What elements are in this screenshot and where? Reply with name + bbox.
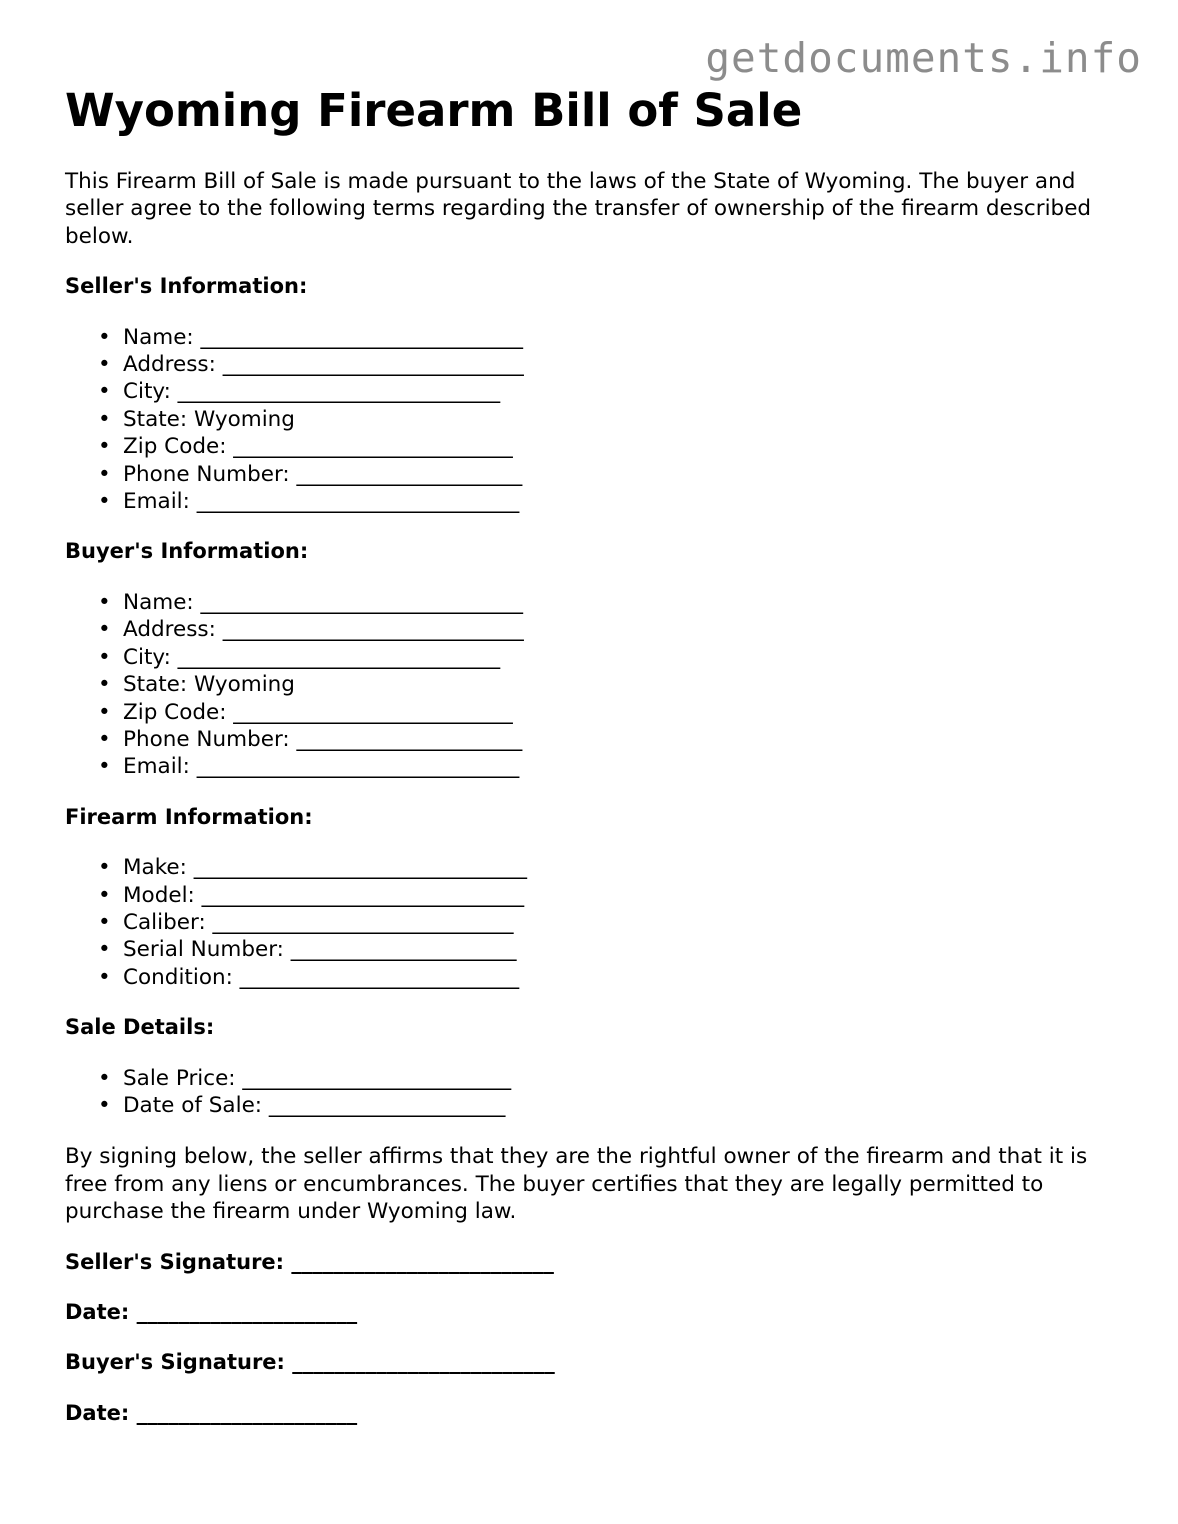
bullet-icon: •	[98, 324, 111, 350]
seller-fields-list	[65, 324, 1125, 516]
firearm-fields-list	[65, 854, 1125, 991]
list-item	[65, 644, 1125, 671]
bullet-icon: •	[98, 1092, 111, 1118]
document-page	[65, 84, 1125, 1427]
buyer-email-field[interactable]: Email: ______________________________	[123, 754, 520, 780]
buyer-address-field[interactable]: Address: ____________________________	[123, 617, 524, 643]
bullet-icon: •	[98, 1065, 111, 1091]
bullet-icon: •	[98, 855, 111, 881]
bullet-icon: •	[98, 379, 111, 405]
list-item	[65, 461, 1125, 488]
buyer-phone-field[interactable]: Phone Number: _____________________	[123, 726, 523, 752]
bullet-icon: •	[98, 352, 111, 378]
bullet-icon: •	[98, 699, 111, 725]
list-item	[65, 589, 1125, 616]
list-item	[65, 616, 1125, 643]
seller-info-heading: Seller's Information:	[65, 274, 308, 299]
list-item	[65, 671, 1125, 698]
seller-email-field[interactable]: Email: ______________________________	[123, 489, 520, 515]
affirmation-paragraph: By signing below, the seller affirms that they are the rightful owner of the firearm and that it is free from any liens or encumbrances. The buyer certifies that they are legally permitted to purchase the firearm under Wyoming law.	[65, 1144, 1088, 1225]
bullet-icon: •	[98, 937, 111, 963]
bullet-icon: •	[98, 882, 111, 908]
seller-zip-field[interactable]: Zip Code: __________________________	[123, 434, 513, 460]
bullet-icon: •	[98, 644, 111, 670]
list-item	[65, 964, 1125, 991]
firearm-info-heading: Firearm Information:	[65, 804, 313, 829]
seller-state-field: State: Wyoming	[123, 406, 295, 432]
sale-date-field[interactable]: Date of Sale: ______________________	[123, 1092, 506, 1118]
seller-signature-field[interactable]: Seller's Signature: _________________________	[65, 1249, 554, 1274]
list-item	[65, 699, 1125, 726]
firearm-model-field[interactable]: Model: ______________________________	[123, 882, 525, 908]
bullet-icon: •	[98, 964, 111, 990]
buyer-zip-field[interactable]: Zip Code: __________________________	[123, 699, 513, 725]
firearm-make-field[interactable]: Make: _______________________________	[123, 855, 527, 881]
bullet-icon: •	[98, 461, 111, 487]
list-item	[65, 854, 1125, 881]
watermark-text: getdocuments.info	[705, 34, 1142, 82]
seller-phone-field[interactable]: Phone Number: _____________________	[123, 461, 523, 487]
bullet-icon: •	[98, 672, 111, 698]
buyer-name-field[interactable]: Name: ______________________________	[123, 589, 524, 615]
buyer-fields-list	[65, 589, 1125, 781]
bullet-icon: •	[98, 589, 111, 615]
bullet-icon: •	[98, 406, 111, 432]
buyer-signature-field[interactable]: Buyer's Signature: _________________________	[65, 1350, 555, 1375]
buyer-state-field: State: Wyoming	[123, 672, 295, 698]
list-item	[65, 1092, 1125, 1119]
buyer-date-field[interactable]: Date: _____________________	[65, 1400, 358, 1425]
list-item	[65, 726, 1125, 753]
bullet-icon: •	[98, 617, 111, 643]
list-item	[65, 351, 1125, 378]
sale-fields-list	[65, 1065, 1125, 1120]
list-item	[65, 406, 1125, 433]
bullet-icon: •	[98, 909, 111, 935]
seller-address-field[interactable]: Address: ____________________________	[123, 352, 524, 378]
intro-paragraph: This Firearm Bill of Sale is made pursuant to the laws of the State of Wyoming. The buyer and seller agree to the following terms regarding the transfer of ownership of the firearm described below.	[65, 169, 1092, 249]
seller-name-field[interactable]: Name: ______________________________	[123, 324, 524, 350]
bullet-icon: •	[98, 489, 111, 515]
seller-city-field[interactable]: City: ______________________________	[123, 379, 501, 405]
sale-details-heading: Sale Details:	[65, 1015, 215, 1040]
bullet-icon: •	[98, 434, 111, 460]
firearm-serial-field[interactable]: Serial Number: _____________________	[123, 937, 517, 963]
list-item	[65, 433, 1125, 460]
list-item	[65, 909, 1125, 936]
buyer-city-field[interactable]: City: ______________________________	[123, 644, 501, 670]
bullet-icon: •	[98, 754, 111, 780]
buyer-info-heading: Buyer's Information:	[65, 539, 309, 564]
firearm-condition-field[interactable]: Condition: __________________________	[123, 964, 520, 990]
firearm-caliber-field[interactable]: Caliber: ____________________________	[123, 909, 514, 935]
list-item	[65, 753, 1125, 780]
bullet-icon: •	[98, 726, 111, 752]
list-item	[65, 1065, 1125, 1092]
list-item	[65, 936, 1125, 963]
sale-price-field[interactable]: Sale Price: _________________________	[123, 1065, 512, 1091]
list-item	[65, 882, 1125, 909]
list-item	[65, 324, 1125, 351]
list-item	[65, 488, 1125, 515]
seller-date-field[interactable]: Date: _____________________	[65, 1300, 358, 1324]
list-item	[65, 378, 1125, 405]
document-title: Wyoming Firearm Bill of Sale	[65, 84, 803, 137]
